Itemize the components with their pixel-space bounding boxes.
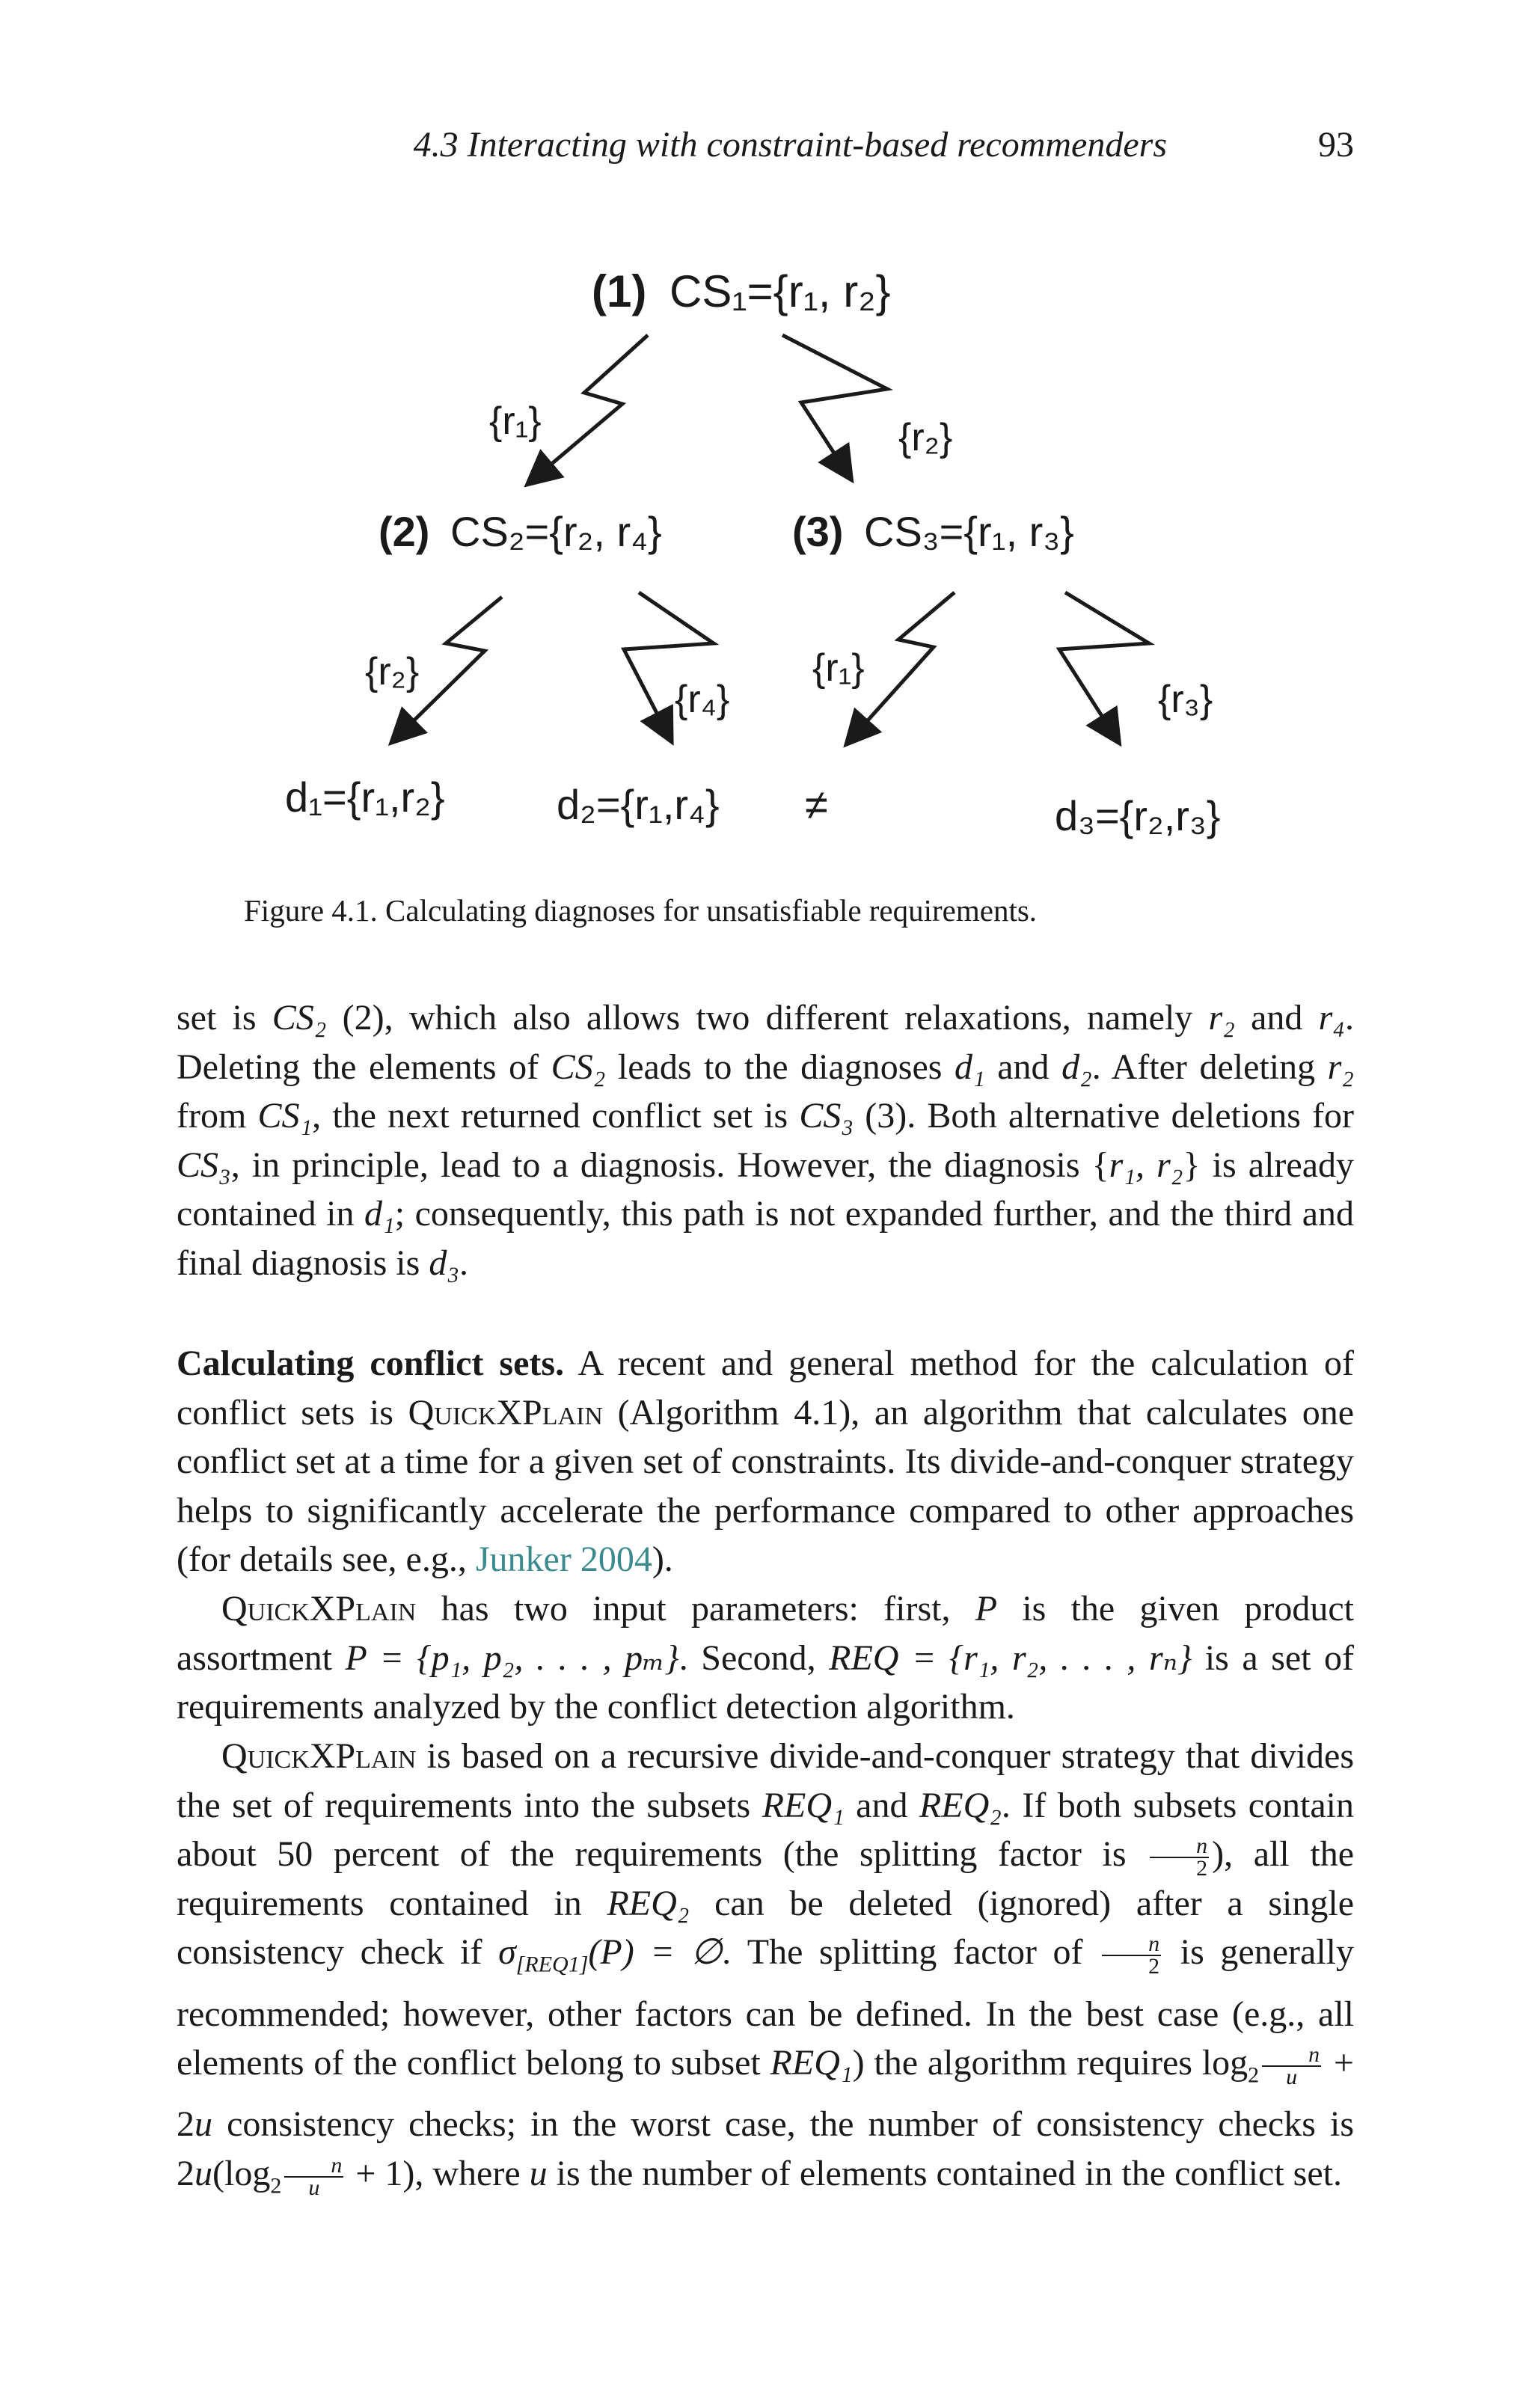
algorithm-name: QuickXPlain <box>408 1392 603 1433</box>
edge-label-4: {r₄} <box>675 678 730 721</box>
paragraph-3: QuickXPlain has two input parameters: first, P is the given product assortment P = {p₁, p₂, . . . , pₘ}. Second, REQ = {r₁, r₂, . . . , rₙ} is a set of requirements analyzed by the conflict detection algorithm. <box>177 1589 1355 1727</box>
figure-diagnosis-tree <box>177 254 1354 883</box>
leaf-d1: d₁={r₁,r₂} <box>285 773 445 821</box>
edge-label-2: {r₂} <box>898 416 953 459</box>
node-3 <box>792 508 1074 555</box>
edge-label-1: {r₁} <box>489 399 542 443</box>
edge-arrow-1 <box>530 335 648 482</box>
paragraph-4: QuickXPlain is based on a recursive divide-and-conquer strategy that divides the set of requirements into the subsets REQ₁ and REQ₂. If both subsets contain about 50 percent of the requirements (the splitting factor is $\frac{n}{2}$ ), all the requirements contained in REQ₂ can be deleted (ignored) after a single consistency check if $\sigma_{[REQ1]}(P)$ = ∅. The splitting factor of $\frac{n}{2}$ is generally recommended; however, other factors can be defined. In the best case (e.g., all elements of the conflict belong to subset REQ₁) the algorithm requires $\log_2$ $\frac{n}{u} + 2u$ consistency checks; in the worst case, the number of consistency checks is $2u(\log_2$ $\frac{n}{u} + 1$), where u is the number of elements contained in the conflict set. <box>177 1736 1355 2200</box>
page-number: 93 <box>1318 125 1354 165</box>
edge-label-6: {r₃} <box>1158 678 1213 721</box>
section-title: 4.3 Interacting with constraint-based recommenders <box>413 125 1167 165</box>
node-1-set: CS₁={r₁, r₂} <box>670 266 891 316</box>
figure-caption: Figure 4.1. Calculating diagnoses for unsatisfiable requirements. <box>244 893 1038 928</box>
not-equal-symbol: ≠ <box>805 781 828 828</box>
fraction-n-over-u-b: $\frac{n}{u}$ <box>284 2155 343 2199</box>
node-2-set: CS₂={r₂, r₄} <box>450 508 662 555</box>
leaf-d3: d₃={r₂,r₃} <box>1055 792 1221 839</box>
paragraph-1: set is CS₂ (2), which also allows two different relaxations, namely r₂ and r₄. Deleting the elements of CS₂ leads to the diagnoses d₁ and d₂. After deleting r₂ from CS₁, the next returned conflict set is CS₃ (3). Both alternative deletions for CS₃, in principle, lead to a diagnosis. However, the diagnosis {r₁, r₂} is already contained in d₁; consequently, this path is not expanded further, and the third and final diagnosis is d₃. <box>177 998 1355 1283</box>
node-2 <box>379 508 662 555</box>
edge-label-5: {r₁} <box>812 646 865 690</box>
diagnosis-tree-diagram <box>177 254 1354 883</box>
node-3-set: CS₃={r₁, r₃} <box>864 508 1074 555</box>
fraction-n-over-u: $\frac{n}{u}$ <box>1262 2044 1321 2088</box>
run-in-heading: Calculating conflict sets. <box>177 1344 565 1383</box>
paragraph-2: Calculating conflict sets. A recent and general method for the calculation of conflict sets is QuickXPlain (Algorithm 4.1), an algorithm that calculates one conflict set at a time for a given set of constraints. Its divide-and-conquer strategy helps to significantly accelerate the performance compared to other approaches (for details see, e.g., Junker 2004). <box>177 1344 1354 1579</box>
running-header <box>177 124 1354 169</box>
leaf-d2: d₂={r₁,r₄} <box>557 781 720 828</box>
citation-link[interactable]: Junker 2004 <box>475 1540 652 1579</box>
node-2-number: (2) <box>379 508 430 555</box>
edge-arrow-2 <box>782 335 887 477</box>
node-1-number: (1) <box>592 266 647 316</box>
edge-label-3: {r₂} <box>365 650 420 693</box>
fraction-n-over-2-b: $\frac{n}{2}$ <box>1102 1934 1161 1977</box>
node-3-number: (3) <box>792 508 844 555</box>
fraction-n-over-2: $\frac{n}{2}$ <box>1150 1836 1209 1879</box>
edge-arrow-6 <box>1059 592 1149 741</box>
node-1 <box>592 266 891 316</box>
